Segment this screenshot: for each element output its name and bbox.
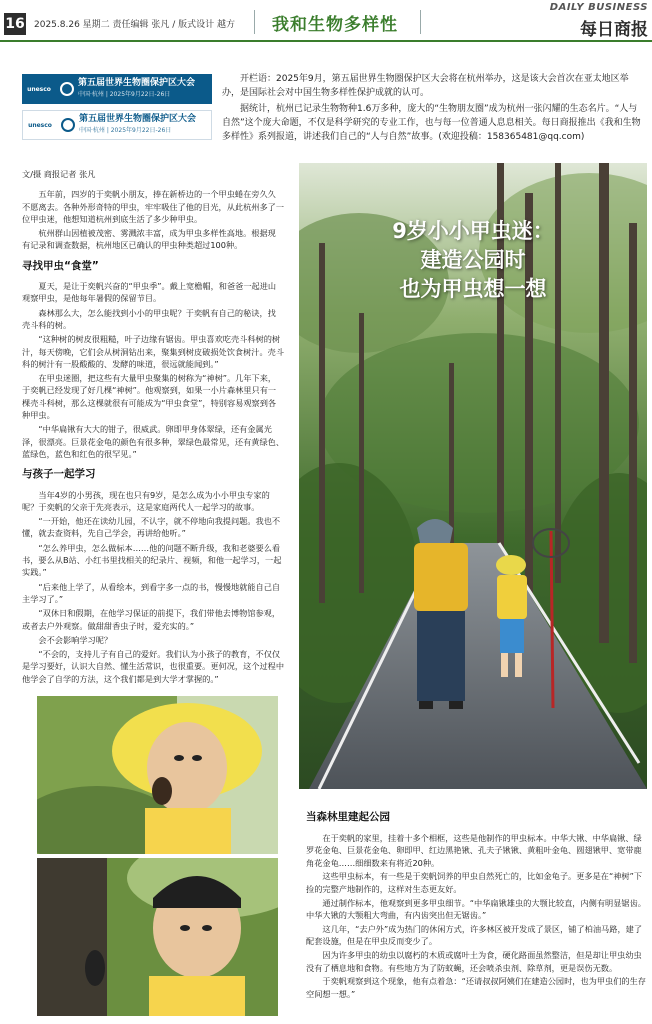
globe-icon	[61, 118, 75, 132]
article-left-column	[22, 168, 284, 687]
paragraph: 因为许多甲虫的幼虫以腐朽的木质或腐叶土为食，硬化路面虽然整洁，但是却让甲虫幼虫没有了栖息地和食物。有些地方为了防蚊蝇，还会喷杀虫剂、除草剂，更是误伤无数。	[306, 949, 642, 973]
conference-logo-subtitle: 中国·杭州 | 2025年9月22日-26日	[78, 91, 171, 98]
subheading: 寻找甲虫“食堂”	[22, 259, 99, 272]
header-divider	[420, 10, 421, 34]
header-divider	[254, 10, 255, 34]
paragraph: “这种树的树皮很粗糙，叶子边缘有锯齿。甲虫喜欢吃壳斗科树的树汁，每天傍晚，它们会从树洞钻出来，聚集到树皮破损处饮食树汁。壳斗科的树汁有一股酸酸的、发酵的味道，很远就能闻到。”	[22, 334, 285, 369]
page-number: 16	[4, 13, 26, 35]
paragraph: 会不会影响学习呢？	[38, 634, 113, 645]
section-title: 我和生物多样性	[272, 15, 398, 35]
globe-icon	[60, 82, 74, 96]
paragraph: “怎么养甲虫，怎么做标本……他的问题不断升级，我和老婆要么看书，要么从B站、小红书里找相关的纪录片、视频，和他一起学习，一起实践。”	[22, 542, 282, 578]
paragraph: 通过制作标本，他观察到更多甲虫细节。“中华扁锹雄虫的大颚比较直，内侧有明显锯齿。中华大锹的大颚粗大弯曲，有内齿突出但无锯齿。”	[306, 897, 646, 921]
paragraph: “中华扁锹有大大的钳子，很威武。卵即甲身体翠绿，还有金属光泽，很漂亮。巨景花金龟的颜色有很多种，翠绿色最常见，还有黄绿色、蓝绿色，蓝色和红色的很罕见。”	[22, 424, 285, 459]
paragraph: 夏天，是让于奕帆兴奋的“甲虫季”。戴上宽檐帽，和爸爸一起进山观察甲虫，是他每年暑假的保留节目。	[22, 281, 277, 304]
column-intro	[222, 72, 646, 146]
hero-photo	[299, 163, 647, 789]
headline-line: 9岁小小甲虫迷：	[392, 219, 554, 243]
paragraph: “一开始，他还在读幼儿园，不认字，就不停地向我提问题。我也不懂，就去查资料，先自己学会，再讲给他听。”	[22, 516, 281, 539]
unesco-logo: unesco	[27, 85, 51, 93]
article-right-column	[306, 811, 646, 1001]
paragraph: 这些甲虫标本，有一些是于奕帆饲养的甲虫自然死亡的，比如金龟子。更多是在“神树”下捡的完整产地制作的，这样对生态更友好。	[306, 871, 643, 894]
date-editor-line: 2025.8.26 星期二 责任编辑 张凡 / 版式设计 越方	[34, 20, 236, 30]
subheading: 与孩子一起学习	[22, 468, 96, 481]
paragraph: 在于奕帆的家里，挂着十多个相框，这些是他制作的甲虫标本。中华大锹、中华扁锹、绿罗花金龟、巨景花金龟、卵即甲、红边黑艳锹、孔夫子锹锹、黄粗叶金龟、圆翅锹甲、宽带鹿角花金龟……细细数来有将近20种。	[306, 832, 642, 868]
paragraph: 杭州群山因植被茂密、雾溅浓丰富，成为甲虫多样性高地。根据现有记录和调查数据，杭州地区已确认的甲虫种类超过100种。	[22, 228, 276, 251]
conference-logo-title: 第五届世界生物圈保护区大会 中国·杭州 | 2025年9月22日-26日	[78, 78, 196, 98]
byline: 文/摄 商报记者 张凡	[22, 169, 96, 179]
paragraph: 森林那么大，怎么能找到小小的甲虫呢？于奕帆有自己的秘诀，找壳斗科的树。	[22, 307, 276, 330]
page-header	[0, 0, 652, 44]
brand-chinese: 每日商报	[580, 20, 648, 40]
brand-english: DAILY BUSINESS	[549, 2, 648, 13]
conference-logo-title: 第五届世界生物圈保护区大会 中国·杭州 | 2025年9月22日-26日	[79, 114, 197, 134]
paragraph: 这几年，“去户外”成为热门的休闲方式，许多林区被开发成了景区，铺了柏油马路，建了配套设施，但是在甲虫反而变少了。	[306, 923, 643, 947]
conference-logo	[22, 110, 212, 140]
intro-paragraph: 开栏语：2025年9月，第五届世界生物圈保护区大会将在杭州举办，这是该大会首次在亚太地区举办，是国际社会对中国生物多样性保护成就的认可。	[222, 74, 629, 98]
paragraph: 在甲虫迷圈，把这些有大量甲虫聚集的树称为“神树”。几年下来，于奕帆已经发现了好几棵“神树”。他观察到，如果一小片森林里只有一棵壳斗科树，那么这棵就很有可能成为“甲虫食堂”，特别容易观察到各种甲虫。	[22, 373, 277, 421]
intro-paragraph: 据统计，杭州已记录生物物种1.6万多种，庞大的“生物朋友圈”成为杭州一张闪耀的生态名片。“人与自然”这个庞大命题，不仅是科学研究的专业工作，也与每一位普通人息息相关。每日商报推出《我和生物多样性》系列报道，讲述我们自己的“人与自然”故事。(欢迎投稿：158365481@qq.com)	[222, 104, 641, 142]
paragraph: “后来他上学了，从看绘本，到看字多一点的书，慢慢地就能自己自主学习了。”	[22, 581, 281, 604]
boy-holding-beetle-photo	[37, 696, 278, 854]
paragraph: “不会的，支持儿子有自己的爱好。我们认为小孩子的教育，不仅仅是学习要好，认识大自然、懂生活常识，也很重要。更何况，这个过程中他学会了自学的方法，这个我们都是到大学才掌握的。”	[22, 649, 285, 684]
headline-line: 也为甲虫想一想	[399, 277, 547, 301]
paragraph: “双休日和假期，在他学习保证的前提下，我们带他去博物馆参观，或者去户外观察。做甜甜香虫子时，爱充实的。”	[22, 608, 281, 631]
conference-logo	[22, 74, 212, 104]
paragraph: 五年前，四岁的于奕帆小朋友，捧在新桥边的一个甲虫蜷在旁久久不愿离去。各种外形奇特的甲虫，牢牢吸住了他的目光，从此杭州多了一位甲虫迷，他想知道杭州到底生活了多少种甲虫。	[22, 189, 285, 224]
paragraph: 于奕帆观察到这个现象，他有点着急：“还请叔叔阿姨们在建造公园时，也为甲虫们的生存空间想一想。”	[306, 976, 646, 999]
father-figure	[414, 519, 468, 709]
boy-with-beetle-photo	[37, 858, 278, 1016]
paragraph: 当年4岁的小男孩，现在也只有9岁，是怎么成为小小甲虫专家的呢？于奕帆的父亲于先亮表示，这是家庭两代人一起学习的故事。	[22, 489, 270, 512]
conference-logo-subtitle: 中国·杭州 | 2025年9月22日-26日	[79, 127, 172, 134]
subheading: 当森林里建起公园	[306, 811, 390, 823]
headline-line: 建造公园时	[420, 248, 526, 272]
header-rule	[0, 40, 652, 42]
unesco-logo: unesco	[28, 121, 52, 129]
